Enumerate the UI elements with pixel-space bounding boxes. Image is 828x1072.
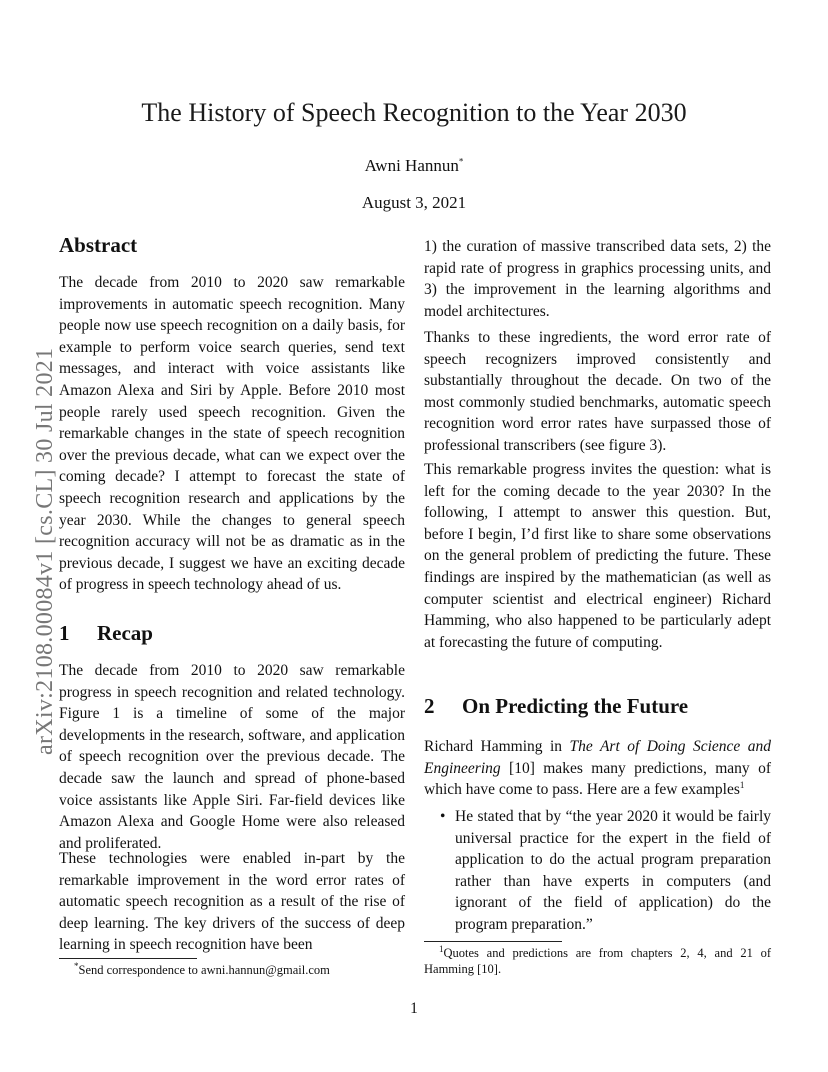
book-title: The Art of Doing Science and Engineering (424, 738, 771, 777)
intro-text-b: [10] makes many predictions, many of which have come to pass. Here are a few examples (424, 759, 771, 799)
abstract-text: The decade from 2010 to 2020 saw remarkable improvements in automatic speech recognition. Many people now use speech recognition on a daily basis, for example to perform voice search queries, send text messages, and interact with voice assistants like Amazon Alexa and Siri by Apple. Before 2010 most people rarely used speech recognition. Given the remarkable changes in the state of speech recognition over the previous decade, what can we expect over the coming decade? I attempt to forecast the state of speech recognition research and applications by the year 2030. While the changes to general speech recognition accuracy will not be as dramatic as in the previous decade, I suggest we have an exciting decade of progress in speech technology ahead of us. (59, 274, 405, 594)
footnote-1-ref: 1 (739, 780, 745, 791)
list-item (424, 806, 771, 936)
abstract-heading: Abstract (59, 233, 138, 257)
prediction-text: He stated that by “the year 2020 it would be fairly universal practice for the expert in the field of application to do the actual program preparation rather than have experts in computers (and ignorant of the field of application) do the program preparation.” (455, 808, 771, 933)
section-1-title: Recap (97, 621, 153, 645)
recap-paragraph-5: This remarkable progress invites the question: what is left for the coming decade to the year 2030? In the following, I attempt to answer this question. But, before I begin, I’d first like to share some observations on the general problem of predicting the future. These findings are inspired by the mathematician (as well as computer scientist and electrical engineer) Richard Hamming, who also happened to be particularly adept at forecasting the future of computing. (424, 461, 771, 651)
footnote-right-mark: 1 (439, 943, 444, 954)
footnote-left (59, 962, 405, 978)
footnote-left-text: Send correspondence to awni.hannun@gmail.com (78, 963, 330, 977)
section-2-heading (424, 693, 771, 719)
predictions-list (424, 806, 771, 936)
section-2-number: 2 (424, 694, 435, 718)
footnote-rule-left (59, 958, 197, 959)
recap-paragraph-4: Thanks to these ingredients, the word error rate of speech recognizers improved consistently and substantially throughout the decade. On two of the most commonly studied benchmarks, automatic speech recognition word error rates have surpassed those of professional transcribers (see figure 3). (424, 329, 771, 454)
intro-text-a: Richard Hamming in (424, 738, 570, 755)
footnote-right (424, 945, 771, 977)
section-2-title: On Predicting the Future (462, 694, 689, 718)
bullet-icon: • (440, 808, 446, 825)
predicting-intro (424, 736, 771, 801)
recap-paragraph-1: The decade from 2010 to 2020 saw remarkable progress in speech recognition and related technology. Figure 1 is a timeline of some of the major developments in the research, software, and application of speech recognition over the previous decade. The decade saw the launch and spread of phone-based voice assistants like Apple Siri. Far-field devices like Amazon Alexa and Google Home were also released and proliferated. (59, 662, 405, 852)
author-name: Awni Hannun (364, 156, 459, 175)
arxiv-identifier: arXiv:2108.00084v1 [cs.CL] 30 Jul 2021 (32, 347, 58, 755)
author-footnote-mark: * (458, 156, 464, 167)
footnote-right-text: Quotes and predictions are from chapters 2, 4, and 21 of Hamming [10]. (424, 946, 771, 976)
paper-title: The History of Speech Recognition to the Year 2030 (141, 98, 687, 127)
section-1-number: 1 (59, 621, 70, 645)
recap-paragraph-2: These technologies were enabled in-part by the remarkable improvement in the word error rates of automatic speech recognition as a result of the rise of deep learning. The key drivers of the success of deep learning in speech recognition have been (59, 850, 405, 954)
section-1-heading (59, 620, 405, 646)
paper-date: August 3, 2021 (361, 193, 467, 212)
author-line (0, 155, 828, 177)
recap-paragraph-3: 1) the curation of massive transcribed data sets, 2) the rapid rate of progress in graphics processing units, and 3) the improvement in the learning algorithms and model architectures. (424, 238, 771, 320)
page-number: 1 (410, 1000, 418, 1017)
footnote-left-mark: * (74, 960, 79, 971)
footnote-rule-right (424, 941, 562, 942)
